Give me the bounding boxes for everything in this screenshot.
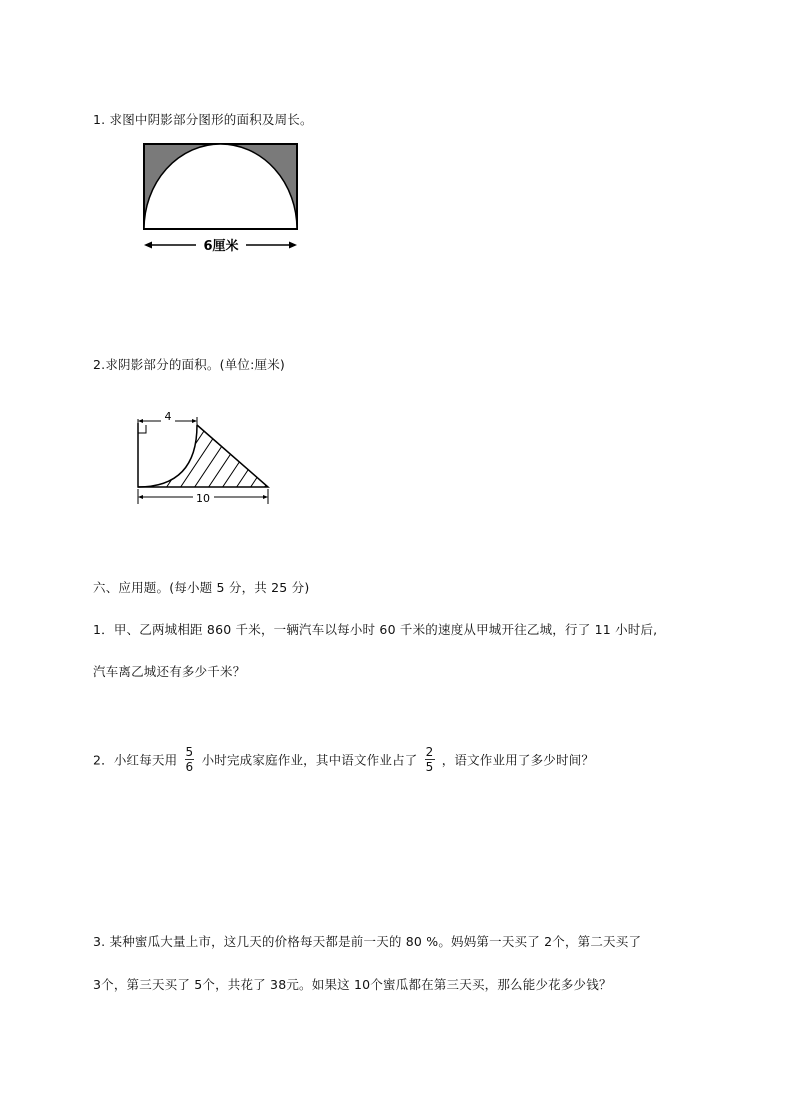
right-angle-mark xyxy=(138,425,146,433)
problem-2-mid: 小时完成家庭作业，其中语文作业占了 xyxy=(201,752,418,768)
problem-2-post: ，语文作业用了多少时间？ xyxy=(441,752,595,768)
problem-3-line-2: 3个，第三天买了 5个，共花了 38元。如果这 10个蜜瓜都在第三天买，那么能少花多少钱？ xyxy=(93,977,612,992)
problem-3-line-1: 3. 某种蜜瓜大量上市，这几天的价格每天都是前一天的 80 %。妈妈第一天买了 2个，第二天买了 xyxy=(93,934,642,949)
fraction-denominator: 5 xyxy=(425,760,434,774)
figure-2-shaded-region xyxy=(130,405,275,505)
fraction-2-5 xyxy=(425,745,435,774)
fraction-numerator: 5 xyxy=(185,745,194,759)
arrowhead-icon xyxy=(138,495,143,499)
problem-2-pre: 2．小红每天用 xyxy=(93,752,178,768)
problem-1-line-1: 1．甲、乙两城相距 860 千米，一辆汽车以每小时 60 千米的速度从甲城开往乙城，行了 11 小时后, xyxy=(93,622,658,637)
problem-2-text xyxy=(93,745,594,774)
fraction-numerator: 2 xyxy=(425,745,434,759)
question-1-text: 1. 求图中阴影部分图形的面积及周长。 xyxy=(93,112,313,127)
fraction-5-6 xyxy=(185,745,195,774)
arrowhead-icon xyxy=(263,495,268,499)
dimension-label: 6厘米 xyxy=(203,239,239,254)
arrowhead-icon xyxy=(192,419,197,423)
problem-1-line-2: 汽车离乙城还有多少千米？ xyxy=(93,664,246,679)
arrowhead-icon xyxy=(138,419,143,423)
quarter-arc xyxy=(138,425,197,487)
bottom-label: 10 xyxy=(196,492,210,505)
section-6-title: 六、应用题。(每小题 5 分，共 25 分) xyxy=(93,580,310,595)
arrowhead-right-icon xyxy=(289,242,297,249)
fraction-denominator: 6 xyxy=(185,760,194,774)
top-label: 4 xyxy=(164,410,172,423)
question-2-text: 2.求阴影部分的面积。(单位:厘米) xyxy=(93,357,285,372)
arrowhead-left-icon xyxy=(144,242,152,249)
figure-1-semicircle-in-rectangle xyxy=(140,140,305,255)
